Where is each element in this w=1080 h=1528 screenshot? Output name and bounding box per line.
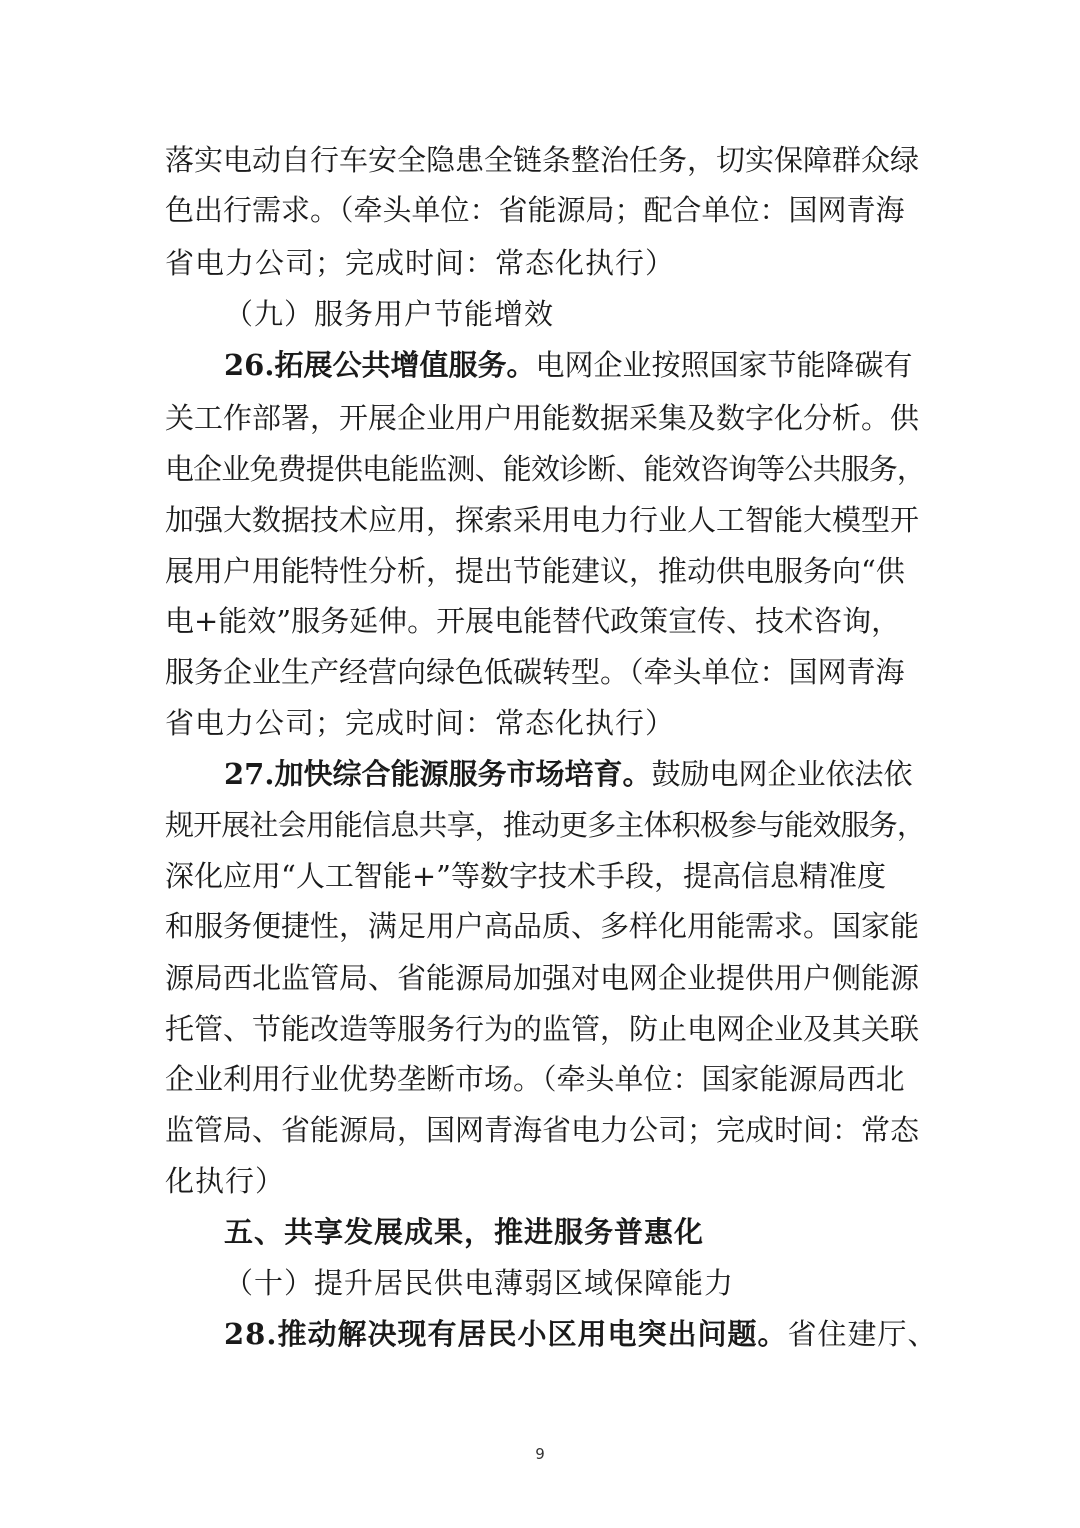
text-line (224, 754, 924, 794)
body-text: 服务企业生产经营向绿色低碳转型。（牵头单位：国网青海 (165, 655, 905, 689)
text-line (165, 906, 925, 946)
text-line (165, 805, 925, 845)
body-text: 电网企业按照国家节能降碳有 (535, 348, 913, 382)
body-text: 企业利用行业优势垄断市场。（牵头单位：国家能源局西北 (165, 1062, 905, 1096)
body-text: 和服务便捷性，满足用户高品质、多样化用能需求。国家能 (165, 909, 920, 943)
bold-heading-text: 27.加快综合能源服务市场培育。 (224, 757, 652, 791)
text-line (165, 398, 925, 438)
body-text: 展用户用能特性分析，提出节能建议，推动供电服务向“供 (165, 554, 905, 588)
body-text: （十）提升居民供电薄弱区域保障能力 (224, 1266, 735, 1300)
body-text: 监管局、省能源局，国网青海省电力公司；完成时间：常态 (165, 1113, 920, 1147)
bold-heading-text: 五、共享发展成果，推进服务普惠化 (224, 1215, 705, 1249)
text-line (165, 958, 925, 998)
body-text: 托管、节能改造等服务行为的监管，防止电网企业及其关联 (165, 1012, 920, 1046)
text-line (165, 601, 925, 641)
body-text: 化执行） (165, 1164, 286, 1198)
text-line (165, 1161, 925, 1201)
text-line (224, 1212, 924, 1252)
body-text: 电企业免费提供电能监测、能效诊断、能效咨询等公共服务， (165, 452, 926, 486)
text-line (165, 243, 925, 283)
body-text: 鼓励电网企业依法依 (651, 757, 913, 791)
text-line (224, 294, 924, 334)
text-line (224, 1263, 924, 1303)
bold-heading-text: 26.拓展公共增值服务。 (224, 348, 536, 382)
body-text: 省电力公司；完成时间：常态化执行） (165, 246, 676, 280)
text-line (165, 190, 925, 230)
body-text: 电+能效”服务延伸。开展电能替代政策宣传、技术咨询， (165, 604, 901, 638)
text-line (165, 652, 925, 692)
body-text: 关工作部署，开展企业用户用能数据采集及数字化分析。供 (165, 401, 920, 435)
body-text: 规开展社会用能信息共享，推动更多主体积极参与能效服务， (165, 808, 926, 842)
body-text: 省电力公司；完成时间：常态化执行） (165, 706, 676, 740)
text-line (224, 345, 924, 385)
text-line (165, 551, 925, 591)
text-line (165, 856, 925, 896)
text-line (165, 703, 925, 743)
text-line (165, 449, 925, 489)
body-text: 源局西北监管局、省能源局加强对电网企业提供用户侧能源 (165, 961, 920, 995)
text-line (165, 140, 925, 180)
body-text: 加强大数据技术应用，探索采用电力行业人工智能大模型开 (165, 503, 920, 537)
text-line (165, 1059, 925, 1099)
body-text: （九）服务用户节能增效 (224, 297, 555, 331)
body-text: 色出行需求。（牵头单位：省能源局；配合单位：国网青海 (165, 193, 905, 227)
text-line (165, 1110, 925, 1150)
bold-heading-text: 28.推动解决现有居民小区用电突出问题。 (224, 1317, 788, 1351)
body-text: 省住建厅、 (787, 1317, 938, 1351)
text-line (224, 1314, 938, 1354)
body-text: 落实电动自行车安全隐患全链条整治任务，切实保障群众绿 (165, 143, 920, 177)
page-number: 9 (535, 1445, 545, 1463)
body-text: 深化应用“人工智能+”等数字技术手段，提高信息精准度 (165, 859, 886, 893)
text-line (165, 1009, 925, 1049)
text-line (165, 500, 925, 540)
